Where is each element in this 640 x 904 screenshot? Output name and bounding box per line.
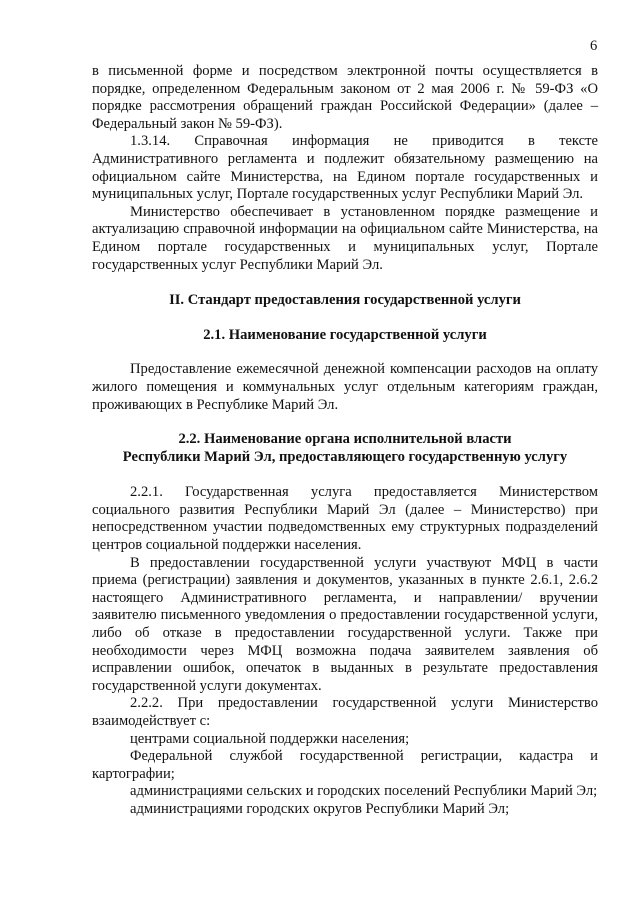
paragraph: 2.2.2. При предоставлении государственной услуги Министерство взаимодействует с: — [92, 695, 598, 729]
list-item: администрациями городских округов Республики Марий Эл; — [130, 800, 510, 817]
list-item: Федеральной службой государственной регистрации, кадастра и картографии; — [92, 748, 598, 782]
subsection-heading: Республики Марий Эл, предоставляющего государственную услугу — [122, 448, 568, 465]
paragraph: Предоставление ежемесячной денежной компенсации расходов на оплату жилого помещения и коммунальных услуг отдельным категориям граждан, проживающих в Республике Марий Эл. — [92, 361, 598, 413]
document-page — [92, 0, 598, 819]
paragraph: 1.3.14. Справочная информация не приводится в тексте Административного регламента и подлежит обязательному размещению на официальном сайте Министерства, на Едином портале государственных и муниципальных услуг, Портале государственных услуг Республики Марий Эл. — [92, 133, 598, 203]
list-item: администрациями сельских и городских поселений Республики Марий Эл; — [130, 783, 598, 800]
paragraph: в письменной форме и посредством электронной почты осуществляется в порядке, определенном Федеральным законом от 2 мая 2006 г. № 59-ФЗ «О порядке рассмотрения обращений граждан Российской Федерации» (далее – Федеральный закон № 59-ФЗ). — [92, 63, 598, 132]
page-number: 6 — [590, 38, 598, 54]
paragraph: Министерство обеспечивает в установленном порядке размещение и актуализацию справочной информации на официальном сайте Министерства, на Едином портале государственных и муниципальных услуг, Портале государственных услуг Республики Марий Эл. — [92, 203, 598, 273]
section-heading: II. Стандарт предоставления государственной услуги — [169, 292, 521, 309]
subsection-heading: 2.1. Наименование государственной услуги — [203, 326, 487, 343]
subsection-heading: 2.2. Наименование органа исполнительной власти — [178, 431, 512, 448]
paragraph: 2.2.1. Государственная услуга предоставляется Министерством социального развития Республики Марий Эл (далее – Министерство) при непосредственном участии подведомственных ему структурных подразделений центров социальной поддержки населения. — [92, 484, 598, 554]
paragraph: В предоставлении государственной услуги участвуют МФЦ в части приема (регистрации) заявления и документов, указанных в пункте 2.6.1, 2.6.2 настоящего Административного регламента, и направлении/ вручении заявителю письменного уведомления о предоставлении государственной услуги, либо об отказе в предоставлении государственной услуги. Также при необходимости через МФЦ возможна подача заявителем заявления об исправлении ошибок, опечаток в выданных в результате предоставления государственной услуги документах. — [92, 554, 598, 694]
list-item: центрами социальной поддержки населения; — [130, 730, 410, 747]
